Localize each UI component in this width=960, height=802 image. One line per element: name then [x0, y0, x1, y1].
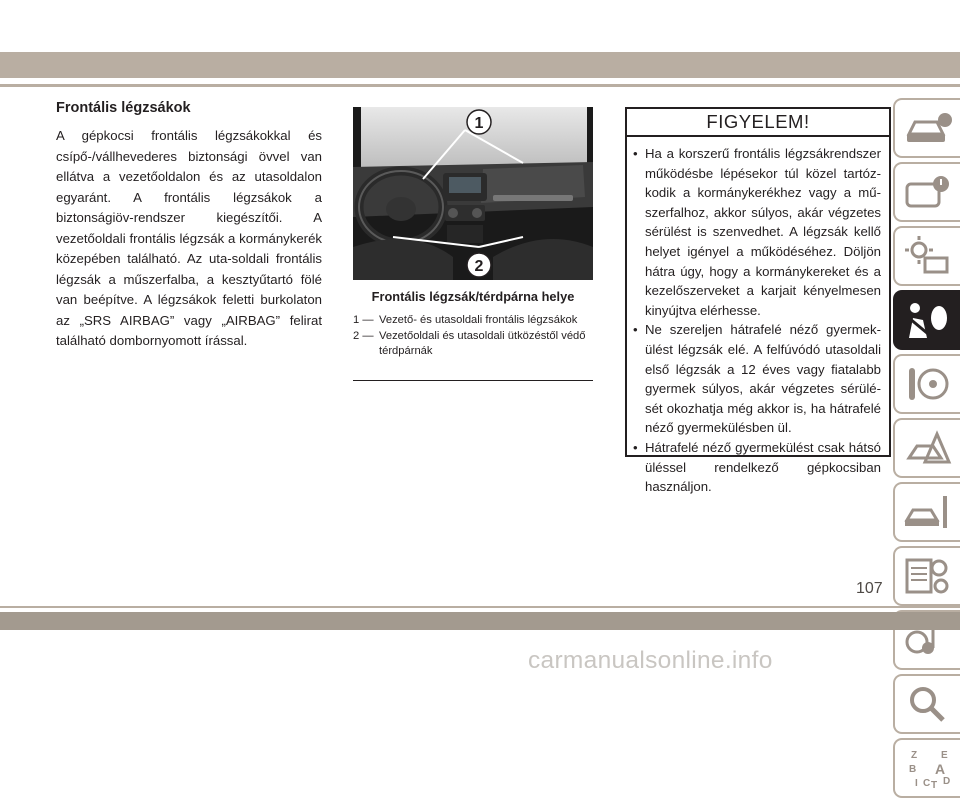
tab-dashboard[interactable] — [893, 162, 960, 222]
tab-driving[interactable] — [893, 354, 960, 414]
warning-item: • Hátrafelé néző gyermekülést csak hátsó üléssel rendelkező gépkocsiban használjon. — [633, 438, 881, 497]
svg-text:T: T — [930, 780, 937, 790]
legend-text: Vezetőoldali és utasoldali ütközéstől védő térdpárnák — [379, 329, 586, 357]
airbag-location-photo — [353, 107, 593, 280]
figure-legend — [353, 313, 593, 360]
watermark: carmanualsonline.info — [528, 647, 773, 674]
bullet-icon: • — [633, 439, 638, 455]
svg-text:A: A — [934, 761, 945, 777]
chapter-tabs — [893, 98, 960, 802]
section-title: Frontális légzsákok — [56, 100, 191, 116]
dashboard-warning-icon — [903, 170, 953, 214]
legend-rule — [353, 380, 593, 381]
tab-safety[interactable] — [893, 290, 960, 350]
svg-text:I: I — [914, 778, 918, 789]
tab-starting[interactable] — [893, 226, 960, 286]
header-band — [0, 52, 960, 78]
footer-rule — [0, 606, 960, 608]
bullet-icon: • — [633, 322, 638, 338]
car-info-icon — [903, 106, 953, 150]
tab-car-info[interactable] — [893, 98, 960, 158]
warning-item: • Ha a korszerű frontális légzsákrendszer működésbe lépésekor túl közel tartóz-kodik a kormánykerékhez vagy a mű-szerfalhoz, akkor súlyos, akár végzetes sérülést is szenvedhet. A légzsák kellő helyet igényel a működéséhez. Döljön hátra úgy, hogy a kormánykereket és a kezelőszerveket a karjait kényelmesen kinyújtva elérhesse. — [633, 144, 881, 320]
footer-band — [0, 612, 960, 630]
warning-list — [627, 137, 889, 497]
body-paragraph: A gépkocsi frontális légzsákokkal és csípő-/vállhevederes biztonsági övvel van ellátva a vezetőoldalon és az utasoldalon egyaránt. A frontális légzsákok a biztonságiöv-rendszer kiegészítői. A vezetőoldali frontális légzsák a kormánykerék közepében található. Az uta-soldali frontális légzsák a műszerfalba, a kesztyűtartó fölé van beépítve. A légzsákok feletti burkolaton az „SRS AIRBAG” vagy „AIRBAG” felirat található dombornyomott írással. — [56, 128, 322, 348]
legend-number: 2 — — [353, 329, 374, 342]
callout-2 — [467, 253, 491, 277]
index-icon — [903, 746, 953, 790]
svg-text:D: D — [942, 776, 950, 787]
legend-item — [353, 313, 593, 329]
tab-servicing[interactable] — [893, 482, 960, 542]
starting-operating-icon — [903, 234, 953, 278]
warning-title: FIGYELEM! — [627, 109, 889, 137]
svg-text:2: 2 — [474, 258, 484, 275]
tab-customer-assistance[interactable] — [893, 674, 960, 734]
safety-airbag-icon — [903, 298, 953, 342]
svg-text:C: C — [922, 778, 930, 789]
steering-wheel-icon — [903, 362, 953, 406]
callout-1 — [467, 110, 491, 134]
figure-caption: Frontális légzsák/térdpárna helye — [371, 289, 575, 304]
header-rule — [0, 84, 960, 87]
svg-text:E: E — [940, 750, 948, 761]
svg-text:1: 1 — [474, 115, 484, 132]
warning-box — [625, 107, 891, 495]
tab-specifications[interactable] — [893, 546, 960, 606]
customer-assistance-icon — [903, 682, 953, 726]
legend-text: Vezető- és utasoldali frontális légzsákok — [379, 314, 578, 326]
emergency-icon — [903, 426, 953, 470]
bullet-icon: • — [633, 146, 638, 161]
svg-text:Z: Z — [910, 750, 917, 761]
page-number: 107 — [856, 580, 883, 597]
legend-item — [353, 329, 593, 360]
legend-number: 1 — — [353, 314, 374, 326]
specifications-icon — [903, 554, 953, 598]
tab-index[interactable] — [893, 738, 960, 798]
servicing-icon — [903, 490, 953, 534]
left-column — [56, 100, 322, 352]
svg-text:B: B — [908, 764, 916, 775]
tab-emergency[interactable] — [893, 418, 960, 478]
warning-item: • Ne szereljen hátrafelé néző gyermek-ülést légzsák elé. A felfúvódó utasoldali első légzsák a 12 éves vagy fiatalabb gyermek súlyos, akár végzetes sérülé-sét okozhatja még akkor is, ha hátrafelé néző gyermekülésben ül. — [633, 320, 881, 438]
